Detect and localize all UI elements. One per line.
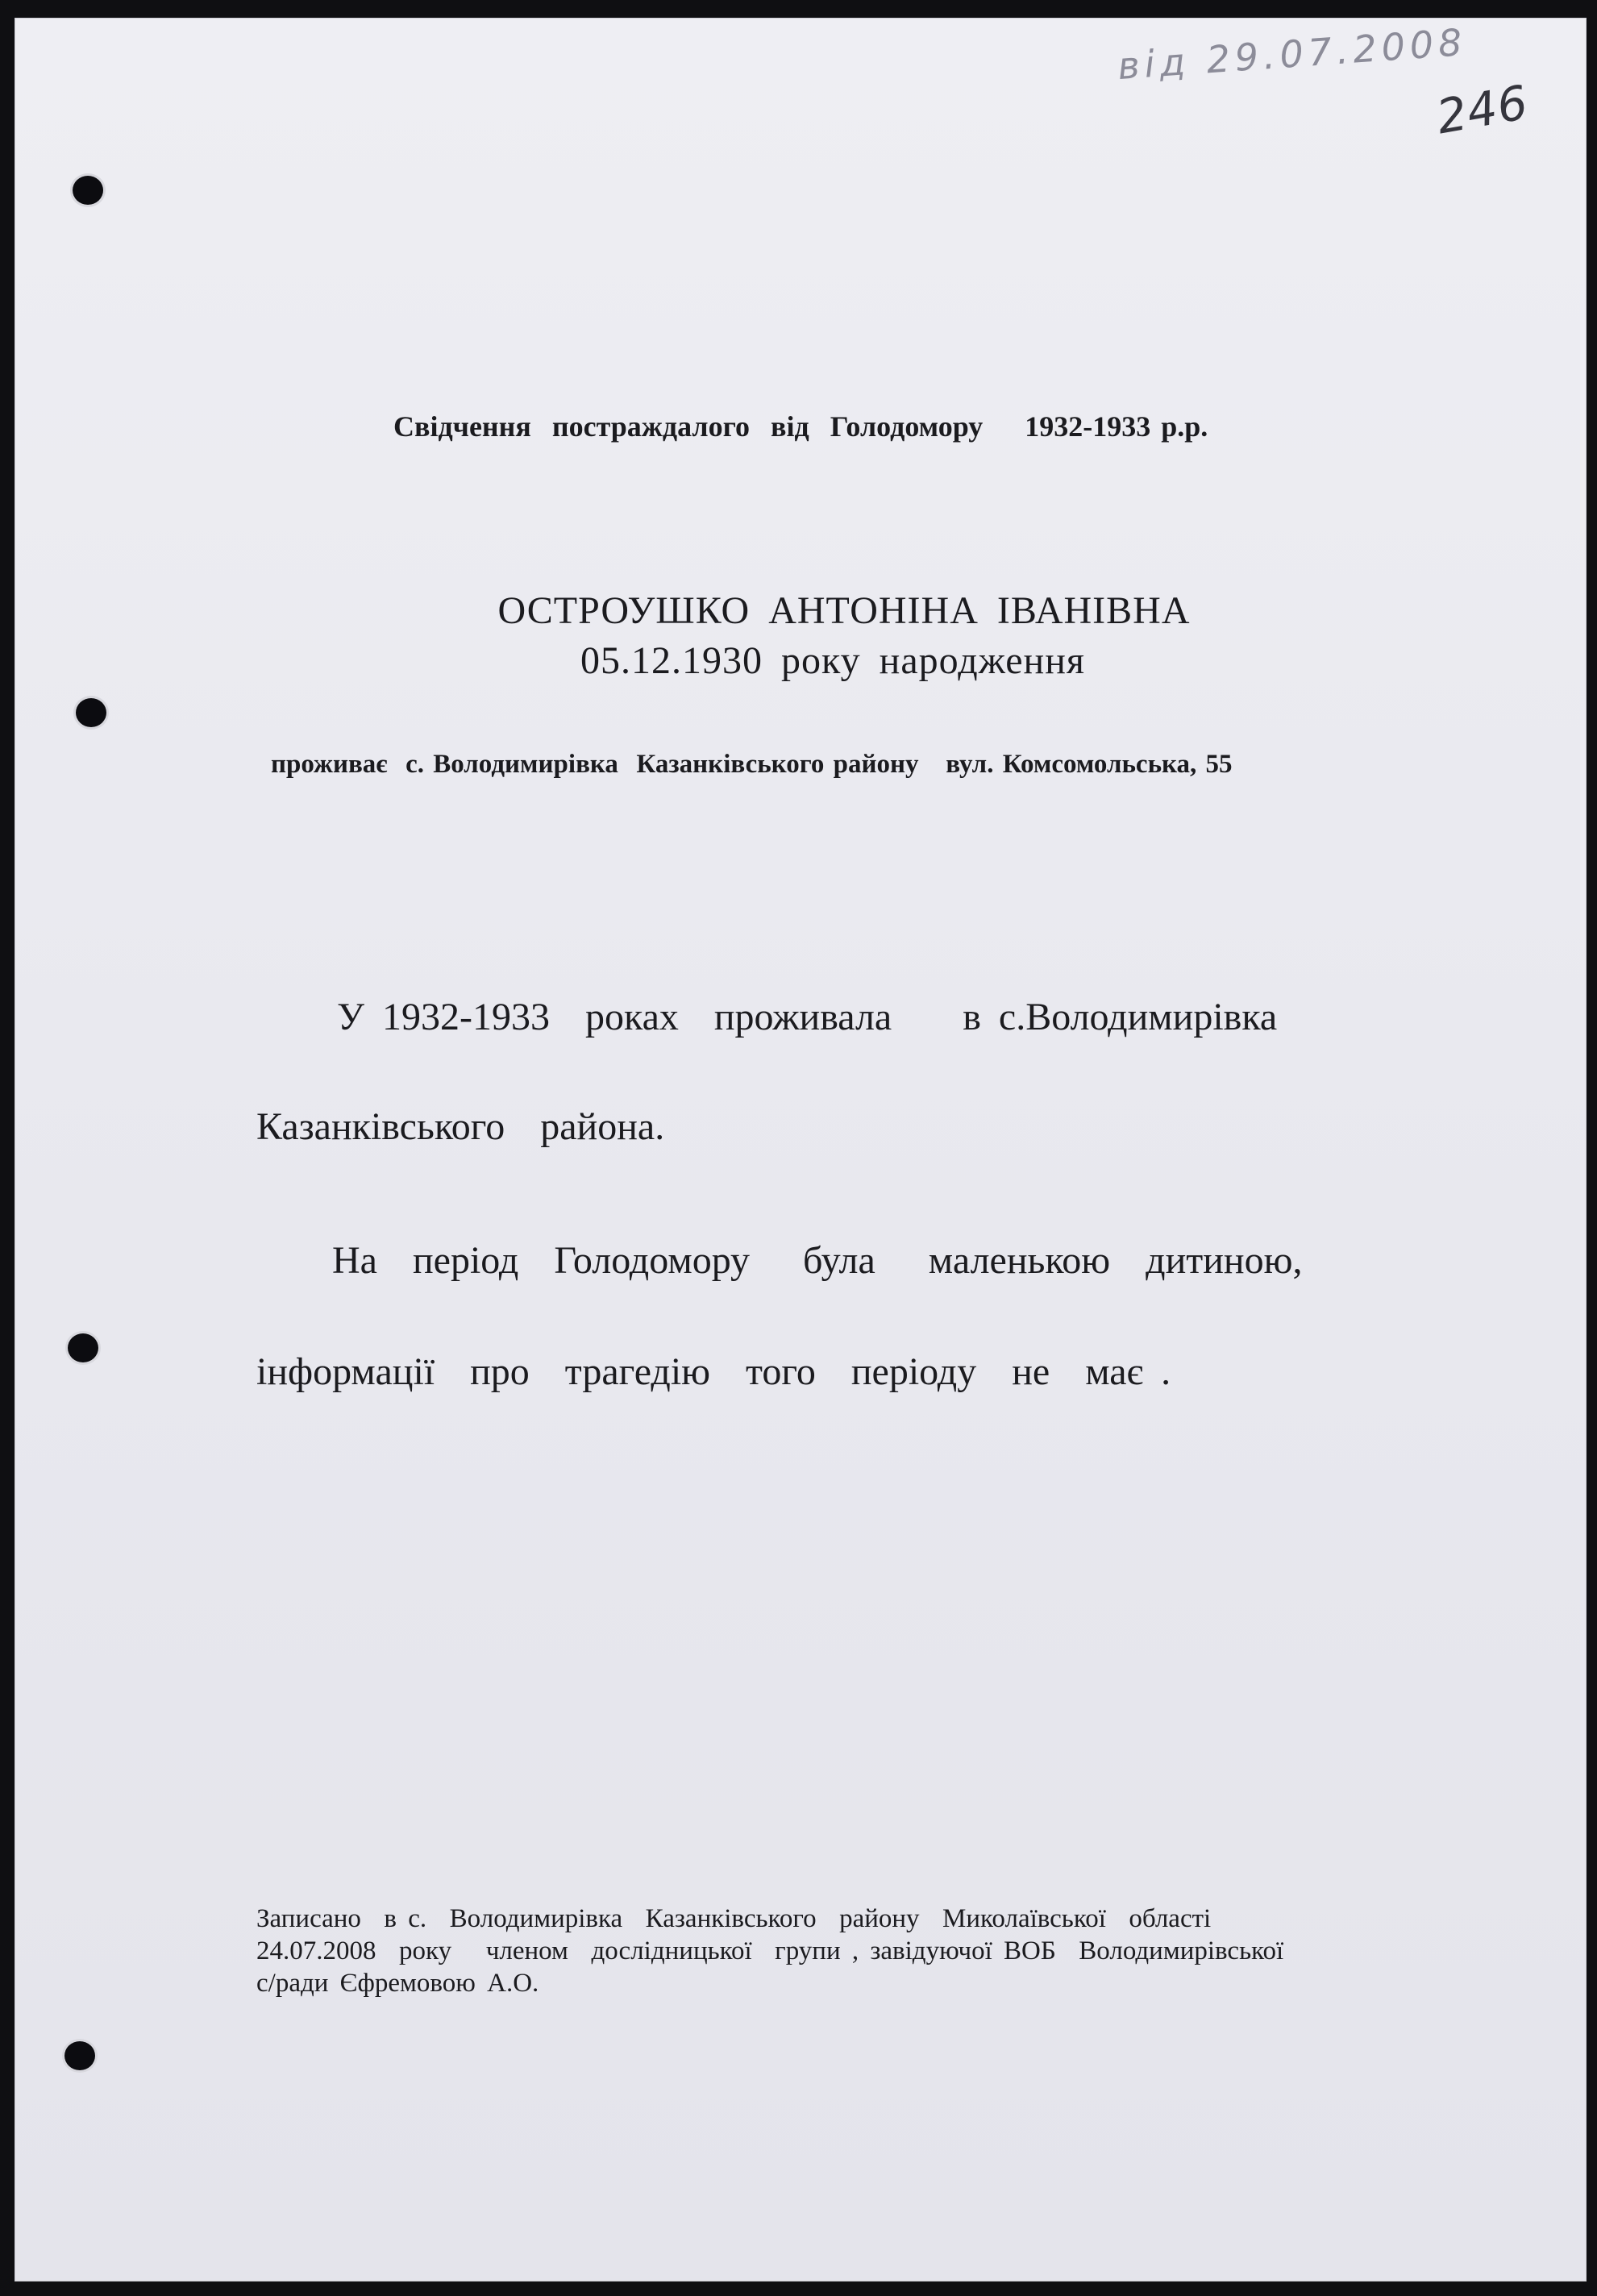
punch-hole	[76, 698, 106, 727]
recording-note-line: 24.07.2008 року членом дослідницької групи , завідуючої ВОБ Володимирівської	[256, 1936, 1284, 1965]
witness-name: ОСТРОУШКО АНТОНІНА ІВАНІВНА	[497, 589, 1191, 632]
recording-note-line: Записано в с. Володимирівка Казанківського району Миколаївської області	[256, 1904, 1212, 1933]
handwritten-folio-number: 246	[1432, 74, 1533, 145]
testimony-line: У 1932-1933 роках проживала в с.Володимирівка	[337, 996, 1278, 1038]
document-page	[15, 18, 1587, 2281]
document-title: Свідчення постраждалого від Голодомору 1932-1933 р.р.	[393, 410, 1208, 443]
punch-hole	[64, 2041, 95, 2070]
recording-note-line: с/ради Єфремовою А.О.	[256, 1969, 539, 1998]
testimony-line: На період Голодомору була маленькою дитиною,	[332, 1239, 1303, 1282]
handwritten-date: від 29.07.2008	[1116, 19, 1469, 89]
testimony-line: інформації про трагедію того періоду не має .	[256, 1350, 1171, 1393]
recording-note	[256, 1903, 1458, 1999]
punch-hole	[73, 176, 103, 205]
testimony-line: Казанківського района.	[256, 1105, 665, 1148]
punch-hole	[68, 1333, 98, 1362]
witness-address: проживає с. Володимирівка Казанківського району вул. Комсомольська, 55	[271, 750, 1233, 779]
birth-date: 05.12.1930 року народження	[580, 639, 1085, 682]
